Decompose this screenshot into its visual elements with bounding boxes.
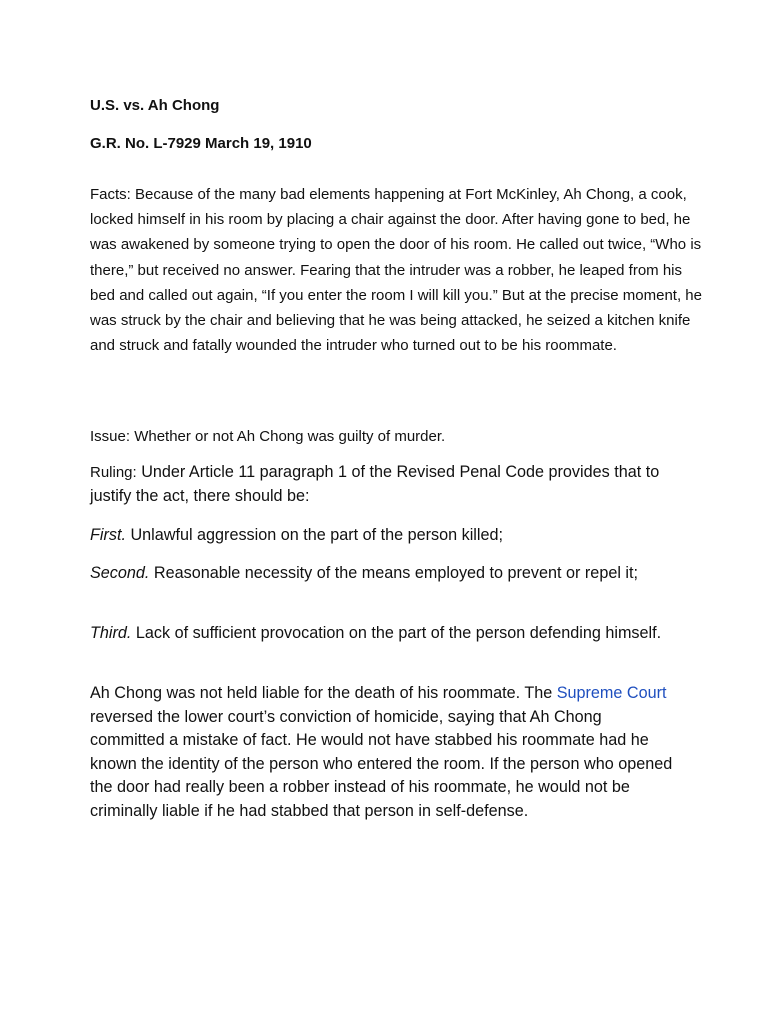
- ruling-text: Under Article 11 paragraph 1 of the Revised Penal Code provides that to justify the act, there should be:: [90, 463, 660, 505]
- ruling-paragraph: [90, 461, 680, 508]
- requirement-first: [90, 524, 680, 548]
- requirement-third: [90, 622, 680, 646]
- requirement-second-ordinal: Second.: [90, 564, 150, 582]
- supreme-court-link[interactable]: Supreme Court: [556, 684, 667, 702]
- conclusion-text-after-link: reversed the lower court’s conviction of homicide, saying that Ah Chong committed a mistake of fact. He would not have stabbed his roommate had he known the identity of the person who entered the room. If the person who opened the door had really been a robber instead of his roommate, he would not be criminally liable if he had stabbed that person in self-defense.: [90, 707, 673, 820]
- requirement-first-ordinal: First.: [90, 526, 126, 544]
- requirement-third-text: Lack of sufficient provocation on the part of the person defending himself.: [131, 624, 662, 642]
- case-title: U.S. vs. Ah Chong: [90, 97, 220, 114]
- facts-label: Facts:: [90, 186, 131, 203]
- issue-text: Whether or not Ah Chong was guilty of murder.: [130, 428, 446, 445]
- facts-text: Because of the many bad elements happening at Fort McKinley, Ah Chong, a cook, locked himself in his room by placing a chair against the door. After having gone to bed, he was awakened by someone trying to open the door of his room. He called out twice, “Who is there,” but received no answer. Fearing that the intruder was a robber, he leaped from his bed and called out again, “If you enter the room I will kill you.” But at the precise moment, he was struck by the chair and believing that he was being attacked, he seized a kitchen knife and struck and fatally wounded the intruder who turned out to be his roommate.: [90, 186, 702, 355]
- requirement-third-ordinal: Third.: [90, 624, 132, 642]
- requirement-second-text: Reasonable necessity of the means employed to prevent or repel it;: [149, 564, 639, 582]
- ruling-label: Ruling:: [90, 464, 137, 481]
- conclusion-paragraph: [90, 682, 678, 823]
- issue-label: Issue:: [90, 428, 131, 445]
- requirement-first-text: Unlawful aggression on the part of the person killed;: [125, 526, 503, 544]
- issue-paragraph: [90, 426, 702, 448]
- conclusion-text-before-link: Ah Chong was not held liable for the death of his roommate. The: [90, 684, 557, 702]
- case-number: G.R. No. L-7929 March 19, 1910: [90, 135, 312, 152]
- requirement-second: [90, 562, 680, 586]
- facts-paragraph: [90, 182, 702, 358]
